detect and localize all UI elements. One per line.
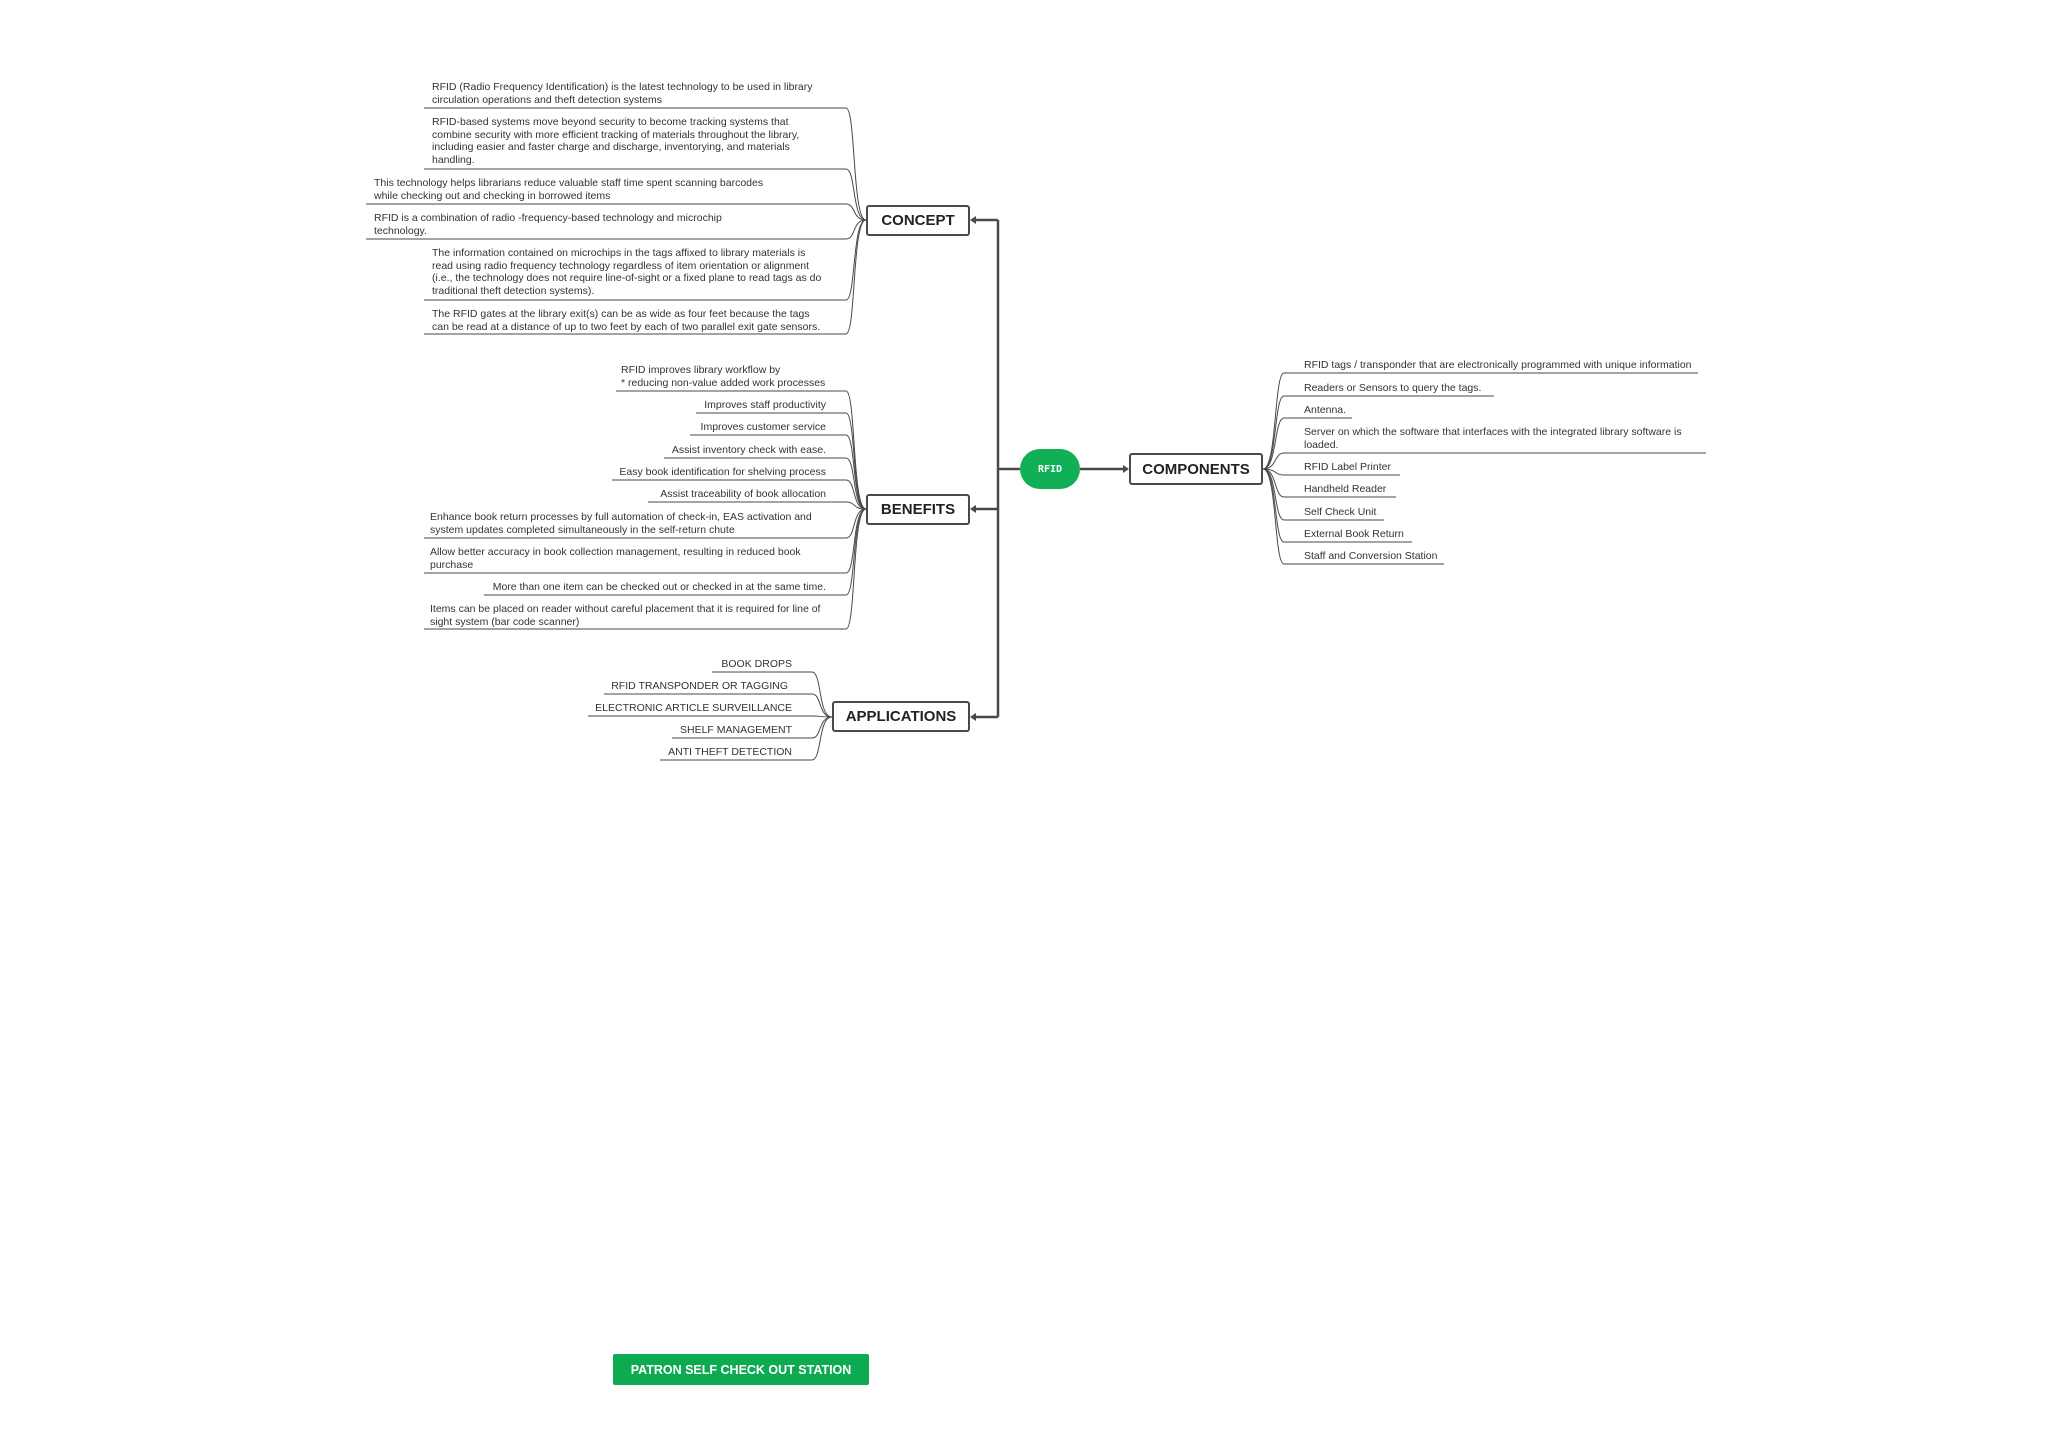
applications-item-1: BOOK DROPS: [721, 658, 792, 670]
benefits-item-4: Assist inventory check with ease.: [671, 444, 826, 456]
concept-item-6: The RFID gates at the library exit(s) can be as wide as four feet because the tags can be read at a distance of up to two feet by each of two parallel exit gate sensors.: [432, 308, 821, 333]
applications-item-5: ANTI THEFT DETECTION: [668, 746, 792, 758]
patron-self-check-out-station-button[interactable]: PATRON SELF CHECK OUT STATION: [613, 1354, 869, 1385]
branch-applications[interactable]: APPLICATIONS: [832, 701, 970, 732]
components-item-2: Readers or Sensors to query the tags.: [1304, 382, 1482, 394]
arrow-benefits: [970, 505, 976, 513]
benefits-item-1: RFID improves library workflow by * reducing non-value added work processes: [621, 364, 826, 389]
components-item-8: External Book Return: [1304, 528, 1404, 540]
components-item-4: Server on which the software that interfaces with the integrated library software is loaded.: [1304, 426, 1682, 451]
benefits-item-8: Allow better accuracy in book collection management, resulting in reduced book purchase: [430, 546, 801, 571]
root-node-rfid[interactable]: RFID: [1020, 449, 1080, 489]
concept-item-3: This technology helps librarians reduce valuable staff time spent scanning barcodes while checking out and checking in borrowed items: [374, 177, 764, 202]
components-item-3: Antenna.: [1304, 404, 1347, 416]
benefits-connector-6: [648, 502, 866, 509]
components-item-7: Self Check Unit: [1304, 506, 1377, 518]
concept-item-1: RFID (Radio Frequency Identification) is the latest technology to be used in library circulation operations and theft detection systems: [432, 81, 813, 106]
applications-item-3: ELECTRONIC ARTICLE SURVEILLANCE: [595, 702, 792, 714]
arrow-applications: [970, 713, 976, 721]
applications-connector-3: [588, 716, 832, 717]
branch-components[interactable]: COMPONENTS: [1129, 453, 1263, 485]
benefits-item-10: Items can be placed on reader without careful placement that it is required for line of sight system (bar code scanner): [430, 603, 821, 628]
components-item-6: Handheld Reader: [1304, 483, 1387, 495]
benefits-item-7: Enhance book return processes by full automation of check-in, EAS activation and system updates completed simultaneously in the self-return chute: [430, 511, 812, 536]
benefits-item-6: Assist traceability of book allocation: [660, 488, 826, 500]
components-item-1: RFID tags / transponder that are electronically programmed with unique information: [1304, 359, 1692, 371]
concept-item-2: RFID-based systems move beyond security to become tracking systems that combine security with more efficient tracking of materials throughout the library, including easier and faster charge and discharge, inventorying, and materials handling.: [432, 116, 800, 166]
concept-item-4: RFID is a combination of radio -frequency-based technology and microchip technology.: [374, 212, 722, 237]
branch-concept[interactable]: CONCEPT: [866, 205, 970, 236]
concept-item-5: The information contained on microchips in the tags affixed to library materials is read using radio frequency technology regardless of item orientation or alignment (i.e., the technology does not require line-of-sight or a fixed plane to read tags as do traditional theft detection systems).: [432, 247, 822, 297]
components-item-5: RFID Label Printer: [1304, 461, 1391, 473]
branch-benefits[interactable]: BENEFITS: [866, 494, 970, 525]
benefits-item-5: Easy book identification for shelving process: [619, 466, 826, 478]
benefits-item-3: Improves customer service: [700, 421, 826, 433]
components-item-9: Staff and Conversion Station: [1304, 550, 1438, 562]
benefits-item-2: Improves staff productivity: [704, 399, 826, 411]
applications-item-2: RFID TRANSPONDER OR TAGGING: [611, 680, 788, 692]
benefits-item-9: More than one item can be checked out or checked in at the same time.: [492, 581, 826, 593]
arrow-concept: [970, 216, 976, 224]
applications-item-4: SHELF MANAGEMENT: [679, 724, 792, 736]
